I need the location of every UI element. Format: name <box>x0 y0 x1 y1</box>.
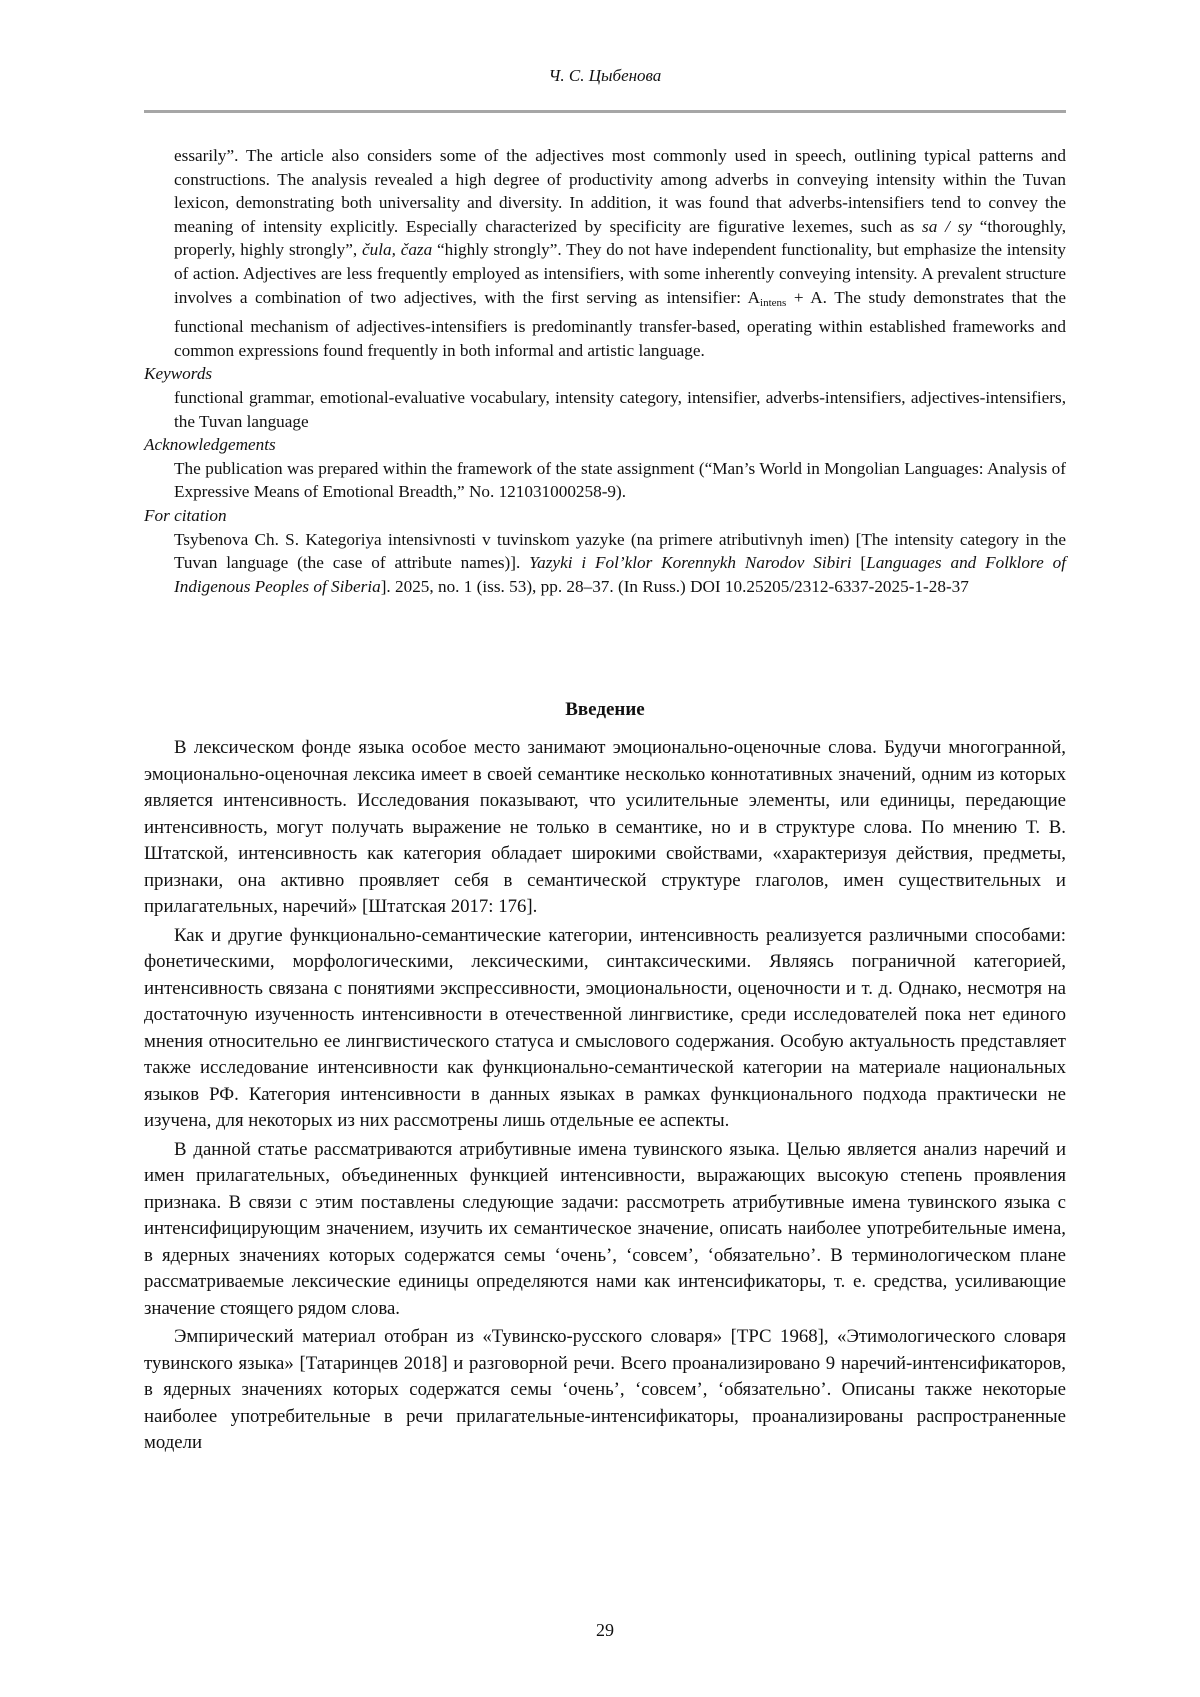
citation-part-1: Tsybenova Ch. S. Kategoriya intensivnosti v tuvinskom yazyke (na primere atributivnyh imen) [The intensity category in the Tuvan language (the case of attribute names)]. <box>174 529 1066 573</box>
abstract-text-cont: “highly strongly”. They do not have independent functionality, but emphasize the intensity of action. Adjectives are less frequently employed as intensifiers, with some inherently conveying intensity. A prevalent structure involves a combination of two adjectives, with the first serving as intensifier: A <box>174 240 1066 307</box>
keywords-text: functional grammar, emotional-evaluative vocabulary, intensity category, intensifier, adverbs-intensifiers, adjectives-intensifiers, the Tuvan language <box>174 387 1066 431</box>
keywords-label: Keywords <box>144 364 213 384</box>
citation-journal: Yazyki i Fol’klor Korennykh Narodov Sibiri <box>529 553 852 573</box>
abstract-paragraph <box>174 144 1066 362</box>
section-heading: Введение <box>565 699 645 720</box>
term-sa-sy: sa / sy <box>922 216 972 236</box>
abstract-gloss: “thoroughly, properly, highly strongly”, <box>174 216 1066 260</box>
running-title: Ч. С. Цыбенова <box>548 66 662 85</box>
citation-label: For citation <box>144 505 227 525</box>
abstract-text: essarily”. The article also considers some of the adjectives most commonly used in speech, outlining typical patterns and constructions. The analysis revealed a high degree of productivity among adverbs in conveying intensity within the Tuvan lexicon, demonstrating both universality and diversity. In addition, it was found that adverbs-intensifiers tend to convey the meaning of intensity explicitly. Especially characterized by specificity are figurative lexemes, such as <box>174 146 1066 236</box>
citation-text <box>174 528 1066 599</box>
formula-subscript: intens <box>760 296 787 309</box>
intro-paragraph-1: В лексическом фонде языка особое место занимают эмоционально-оценочные слова. Будучи многогранной, эмоционально-оценочная лексика имеет в своей семантике несколько коннотативных значений, одним из которых является интенсивность. Исследования показывают, что усилительные элементы, или единицы, передающие интенсивность, могут получать выражение не только в семантике, но и в структуре слова. По мнению Т. В. Штатской, интенсивность как категория обладает широкими свойствами, «характеризуя действия, предметы, признаки, она активно проявляет себя в семантической структуре глаголов, имен существительных и прилагательных, наречий» [Штатская 2017: 176]. <box>144 737 1066 917</box>
citation-part-3: ]. 2025, no. 1 (iss. 53), pp. 28–37. (In Russ.) DOI 10.25205/2312-6337-2025-1-28-37 <box>380 576 969 596</box>
header-rule <box>144 110 1066 113</box>
intro-paragraph-3: В данной статье рассматриваются атрибутивные имена тувинского языка. Целью является анализ наречий и имен прилагательных, объединенных функцией интенсивности, выражающих высокую степень проявления признака. В связи с этим поставлены следующие задачи: рассмотреть атрибутивные имена тувинского языка с интенсифицирующим значением, изучить их семантическое значение, описать наиболее употребительные имена, в ядерных значениях которых содержатся семы ‘очень’, ‘совсем’, ‘обязательно’. В терминологическом плане рассматриваемые лексические единицы определяются нами как интенсификаторы, т. е. средства, усиливающие значение стоящего рядом слова. <box>144 1138 1066 1319</box>
acknowledgements-text: The publication was prepared within the framework of the state assignment (“Man’s World in Mongolian Languages: Analysis of Expressive Means of Emotional Breadth,” No. 121031000258-9). <box>174 458 1066 502</box>
abstract-block <box>144 144 1066 598</box>
acknowledgements-label: Acknowledgements <box>144 435 276 455</box>
abstract-text-end: + A. The study demonstrates that the functional mechanism of adjectives-intensifiers is predominantly transfer-based, operating within established frameworks and common expressions found frequently in both informal and artistic language. <box>174 287 1066 360</box>
page-number: 29 <box>596 1620 614 1640</box>
citation-journal-en: Languages and Folklore of Indigenous Peoples of Siberia <box>174 553 1066 596</box>
intro-paragraph-4: Эмпирический материал отобран из «Тувинско-русского словаря» [ТРС 1968], «Этимологического словаря тувинского языка» [Татаринцев 2018] и разговорной речи. Всего проанализировано 9 наречий-интенсификаторов, в ядерных значениях которых содержатся семы ‘очень’, ‘совсем’, ‘обязательно’. Описаны также некоторые наиболее употребительные в речи прилагательные-интенсификаторы, проанализированы распространенные модели <box>144 1326 1066 1453</box>
intro-paragraph-2: Как и другие функционально-семантические категории, интенсивность реализуется различными способами: фонетическими, морфологическими, лексическими, синтаксическими. Являясь пограничной категорией, интенсивность связана с понятиями экспрессивности, эмоциональности, оценочности и т. д. Однако, несмотря на достаточную изученность интенсивности в отечественной лингвистике, среди исследователей пока нет единого мнения относительно ее лингвистического статуса и смыслового содержания. Особую актуальность представляет также исследование интенсивности как функционально-семантической категории на материале национальных языков РФ. Категория интенсивности в данных языках в рамках функционального подхода практически не изучена, для некоторых из них рассмотрены лишь отдельные ее аспекты. <box>144 924 1066 1131</box>
citation-part-2: [ <box>851 553 867 573</box>
term-cula-caza: čula, čaza <box>362 240 433 260</box>
introduction-section <box>144 697 1066 1459</box>
